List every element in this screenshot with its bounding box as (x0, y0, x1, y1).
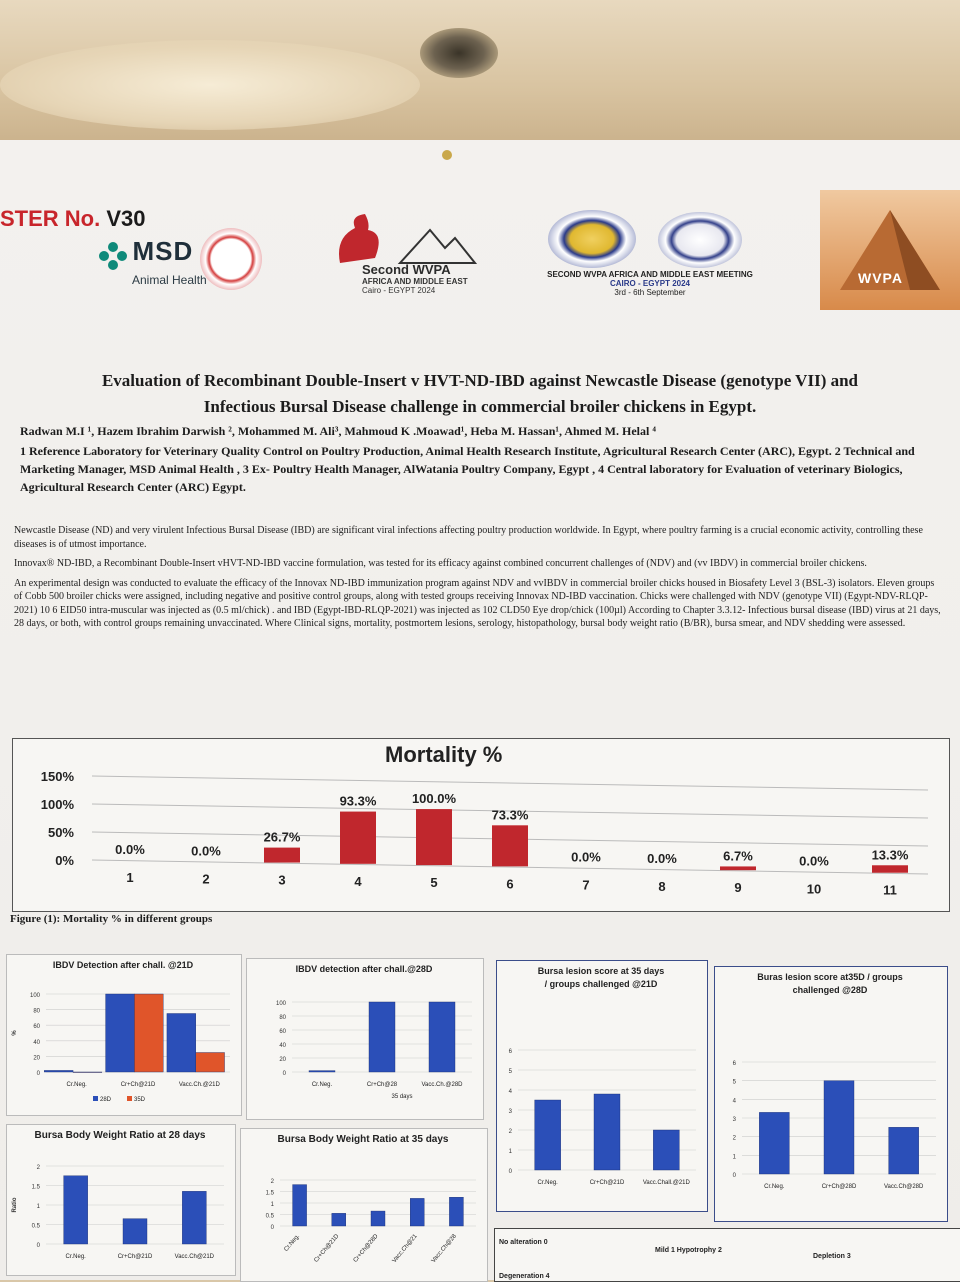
bar (182, 1191, 206, 1244)
y-tick-label: 3 (508, 1109, 512, 1115)
affiliations: 1 Reference Laboratory for Veterinary Quality Control on Poultry Production, Animal Health Research Institute, Agricultural Research Center (ARC), Egypt. 2 Technical and Marketing Manager, MSD Animal Health , 3 Ex- Poultry Health Manager, AlWatania Poultry Company, Egypt , 4 Central laboratory for Evaluation of veterinary Biologics, Agricultural Research Center (ARC) Egypt. (20, 444, 915, 494)
bar (340, 812, 376, 864)
bar (332, 1213, 346, 1226)
meeting-info (530, 270, 770, 297)
data-label: 6.7% (723, 848, 753, 864)
y-tick-label: 3 (732, 1117, 736, 1123)
msd-brand: MSD (132, 236, 194, 266)
bar (759, 1112, 789, 1174)
y-tick-label: 0.5 (31, 1223, 40, 1230)
y-tick-label: 0 (732, 1173, 736, 1179)
bar (44, 1070, 73, 1072)
x-tick-label: 8 (658, 878, 666, 894)
ceiling-light (0, 40, 420, 130)
abstract-paragraph: Innovax® ND-IBD, a Recombinant Double-Insert vHVT-ND-IBD vaccine formulation, was tested for its efficacy against combined concurrent challenges of (NDV) and (vv IBDV) in commercial broiler chickens. (14, 558, 867, 569)
abstract-paragraph: Newcastle Disease (ND) and very virulent Infectious Bursal Disease (IBD) are significant viral infections affecting poultry production worldwide. In Egypt, where poultry farming is a crucial economic activity, controlling these diseases is of utmost importance. (14, 525, 923, 550)
y-tick-label: 0 (36, 1071, 40, 1077)
x-tick-label: 6 (506, 876, 514, 892)
y-tick-label: 20 (33, 1055, 40, 1062)
wvpa-event-name: Second WVPA (362, 262, 451, 277)
y-tick-label: 0 (36, 1243, 40, 1249)
wvpa-event-region: AFRICA AND MIDDLE EAST (362, 277, 468, 286)
msd-mark-icon (98, 241, 128, 271)
legend-swatch (93, 1096, 98, 1101)
data-label: 26.7% (263, 829, 301, 845)
y-tick-label: 5 (508, 1069, 512, 1075)
x-tick-label: 5 (430, 875, 438, 891)
abstract-paragraph: An experimental design was conducted to evaluate the efficacy of the Innovax ND-IBD immunization program against NDV and vvIBDV in commercial broiler chicks housed in Biosafety Level 3 (BSL-3) isolators. Eleven groups of Cobb 500 broiler chicks were assigned, including negative and positive control groups, along with tested groups receiving Innovax ND-IBD vaccination. Chicks were challenged with NDV (genotype VII) (Egypt-NDV-RLQP-2021) 10 6 EID50 intra-muscular was injected as (0.5 ml/chick) . and IBD (Egypt-IBD-RLQP-2021) was injected as 102 CLD50 Eye drop/chick (100µl) According to Chapter 3.3.12- Infectious bursal disease (IBD) virus at 21 days, 28 days, or both, with control groups remaining unvaccinated. Where Clinical signs, mortality, postmortem lesions, serology, histopathology, bursal body weight ratio (B/BR), bursa smear, and NDV shedding were assessed. (14, 577, 941, 629)
x-tick-label: Cr+Ch@21D (589, 1180, 625, 1186)
bar (371, 1211, 385, 1226)
table-header-cell: No alteration 0 (499, 1239, 548, 1246)
y-tick-label: 0 (508, 1169, 512, 1175)
data-label: 73.3% (491, 807, 529, 823)
bar (196, 1053, 225, 1073)
y-tick-label: 40 (279, 1043, 286, 1049)
bar (889, 1127, 919, 1174)
mortality-chart-title: Mortality % (385, 742, 503, 767)
chart-ibdv-21d (6, 954, 240, 1114)
bar (429, 1002, 455, 1072)
y-tick-label: 5 (732, 1079, 736, 1086)
table-row-label: Degeneration 4 (499, 1273, 550, 1280)
y-tick-label: 4 (732, 1098, 736, 1105)
wvpa-event-logo (362, 262, 468, 295)
bar (369, 1002, 395, 1072)
y-tick-label: 1.5 (31, 1184, 40, 1191)
y-tick-label: 100 (29, 993, 40, 999)
bar (167, 1014, 196, 1073)
y-tick-label: 0% (55, 853, 74, 868)
chart-bbwr-28d (6, 1124, 234, 1274)
poster-number-value: V30 (106, 206, 146, 231)
y-tick-label: 150% (40, 769, 74, 784)
x-tick-label: Cr.Neg. (65, 1254, 86, 1260)
bar (309, 1071, 335, 1072)
x-tick-label: 7 (582, 877, 590, 893)
chart-title: Bursa Body Weight Ratio at 35 days (277, 1134, 449, 1145)
egyptian-poultry-seal-icon (548, 210, 636, 268)
bar (410, 1198, 424, 1226)
x-tick-label: Cr+Ch@21D (313, 1233, 341, 1264)
y-tick-label: 1 (732, 1154, 736, 1161)
chart-title: / groups challenged @21D (544, 979, 658, 989)
chart-title: Bursa lesion score at 35 days (537, 966, 665, 976)
figure-1-caption: Figure (1): Mortality % in different groups (10, 913, 213, 925)
x-tick-label: Cr+Ch@21D (120, 1082, 156, 1088)
y-tick-label: 2 (36, 1165, 40, 1171)
data-label: 0.0% (571, 849, 601, 865)
legend-label: 35D (134, 1097, 146, 1103)
y-tick-label: 1 (270, 1202, 274, 1208)
pyramid-icon (820, 190, 960, 310)
grid-line (92, 776, 928, 790)
x-tick-label: Cr+Ch@28D (821, 1184, 857, 1190)
y-tick-label: 80 (279, 1015, 286, 1021)
poster-title-line-1: Evaluation of Recombinant Double-Insert v HVT-ND-IBD against Newcastle Disease (genotype VII) and (101, 371, 859, 390)
y-tick-label: 0.5 (265, 1213, 274, 1220)
x-tick-label: 9 (734, 880, 742, 896)
x-tick-label: 1 (126, 870, 134, 885)
y-axis-label: Ratio (12, 1197, 18, 1213)
y-tick-label: 20 (279, 1057, 286, 1063)
table-header-cell: Depletion 3 (813, 1253, 851, 1260)
chart-title: Bursa Body Weight Ratio at 28 days (34, 1130, 206, 1141)
bar (872, 865, 908, 872)
bar (64, 1176, 88, 1244)
x-tick-label: 3 (278, 872, 286, 888)
x-tick-label: 2 (202, 871, 210, 887)
poster-pin (442, 150, 452, 160)
chart-lesion-21d (496, 960, 706, 1210)
poster-number (0, 206, 146, 232)
y-tick-label: 100% (40, 797, 74, 812)
x-tick-label: Vacc.Ch@28D (884, 1184, 924, 1190)
y-tick-label: 60 (279, 1029, 286, 1035)
y-tick-label: 6 (508, 1049, 512, 1055)
bar (264, 848, 300, 863)
legend-swatch (127, 1096, 132, 1101)
x-axis-label: 35 days (391, 1094, 413, 1100)
abstract (14, 524, 942, 637)
y-tick-label: 1 (508, 1149, 512, 1155)
x-tick-label: Vacc.Ch.@21D (178, 1082, 220, 1088)
x-tick-label: Vacc.Ch@21D (174, 1254, 214, 1260)
chart-title: IBDV detection after chall.@28D (295, 964, 433, 974)
data-label: 0.0% (191, 843, 221, 859)
x-tick-label: Cr.Neg. (764, 1184, 785, 1190)
x-tick-label: Cr+Ch@28D (352, 1233, 380, 1264)
x-tick-label: 11 (883, 882, 897, 898)
data-label: 93.3% (339, 793, 377, 809)
y-tick-label: 0 (282, 1071, 286, 1077)
x-tick-label: Cr.Neg. (311, 1082, 333, 1088)
chart-title: Buras lesion score at35D / groups (757, 972, 903, 982)
poster-title (18, 368, 942, 420)
mortality-chart (12, 738, 948, 910)
x-tick-label: Vacc.Ch@28 (430, 1233, 458, 1265)
x-tick-label: Cr.Neg. (537, 1180, 558, 1186)
y-tick-label: 50% (47, 825, 74, 840)
y-tick-label: 2 (270, 1179, 274, 1185)
meeting-line-3: 3rd - 6th September (614, 288, 686, 297)
meeting-line-2: CAIRO - EGYPT 2024 (609, 279, 691, 288)
x-tick-label: Vacc.Chall.@21D (642, 1180, 690, 1186)
x-tick-label: Cr.Neg. (283, 1233, 302, 1253)
data-label: 0.0% (115, 842, 145, 857)
y-tick-label: 1.5 (265, 1190, 274, 1197)
bar (293, 1185, 307, 1226)
wvpa-corner-logo: WVPA (858, 270, 903, 286)
wvpa-event-city: Cairo - EGYPT 2024 (362, 286, 436, 295)
x-tick-label: Vacc.Ch.@28D (421, 1082, 463, 1088)
wvpa-branch-seal-icon (658, 212, 742, 268)
poster-title-line-2: Infectious Bursal Disease challenge in commercial broiler chickens in Egypt. (203, 397, 757, 416)
data-label: 100.0% (411, 791, 457, 807)
y-tick-label: 100 (275, 1001, 286, 1007)
y-tick-label: 0 (270, 1225, 274, 1231)
bar (106, 994, 135, 1072)
data-label: 0.0% (647, 850, 677, 866)
bar (449, 1197, 463, 1226)
chart-ibdv-28d (246, 958, 482, 1118)
institute-seal-icon (200, 228, 262, 290)
msd-logo (98, 236, 207, 289)
ceiling-vent (420, 28, 498, 78)
x-tick-label: Cr+Ch@21D (117, 1254, 153, 1260)
author-list: Radwan M.I ¹, Hazem Ibrahim Darwish ², Mohammed M. Ali³, Mahmoud K .Moawad¹, Heba M. Hassan¹, Ahmed M. Helal ⁴ (20, 424, 656, 438)
y-tick-label: 4 (508, 1089, 512, 1095)
bar (824, 1081, 854, 1174)
x-tick-label: Vacc.Ch@21 (391, 1233, 419, 1265)
y-tick-label: 2 (732, 1135, 736, 1142)
poster-number-prefix: STER No. (0, 206, 101, 231)
data-label: 13.3% (871, 847, 909, 863)
bar (123, 1219, 147, 1244)
y-tick-label: 2 (508, 1129, 512, 1135)
bar (594, 1094, 620, 1170)
bar (653, 1130, 679, 1170)
bar (134, 994, 163, 1072)
legend-label: 28D (100, 1097, 112, 1103)
bar (416, 809, 452, 865)
y-tick-label: 40 (33, 1039, 40, 1046)
msd-sub: Animal Health (132, 272, 207, 287)
data-label: 0.0% (799, 853, 829, 869)
table-header-cell: Mild 1 Hypotrophy 2 (655, 1247, 722, 1254)
x-tick-label: 10 (806, 881, 822, 897)
chart-bbwr-35d (240, 1128, 486, 1280)
chart-title: challenged @28D (792, 985, 868, 995)
x-tick-label: 4 (354, 873, 362, 889)
bar (73, 1072, 102, 1073)
meeting-line-1: SECOND WVPA AFRICA AND MIDDLE EAST MEETING (547, 270, 753, 279)
histopathology-table (494, 1228, 960, 1282)
y-axis-label: % (12, 1030, 18, 1036)
chart-lesion-28d (714, 966, 946, 1220)
bar (535, 1100, 561, 1170)
chart-title: IBDV Detection after chall. @21D (52, 960, 194, 970)
bar (720, 866, 756, 870)
x-tick-label: Cr.Neg. (66, 1082, 87, 1088)
y-tick-label: 6 (732, 1061, 736, 1067)
y-tick-label: 80 (33, 1008, 40, 1015)
rooster-mountain-icon (330, 208, 480, 268)
bar (492, 825, 528, 866)
x-tick-label: Cr+Ch@28 (366, 1082, 398, 1088)
y-tick-label: 1 (36, 1204, 40, 1210)
pyramid-image (820, 190, 960, 310)
y-tick-label: 60 (33, 1024, 40, 1031)
